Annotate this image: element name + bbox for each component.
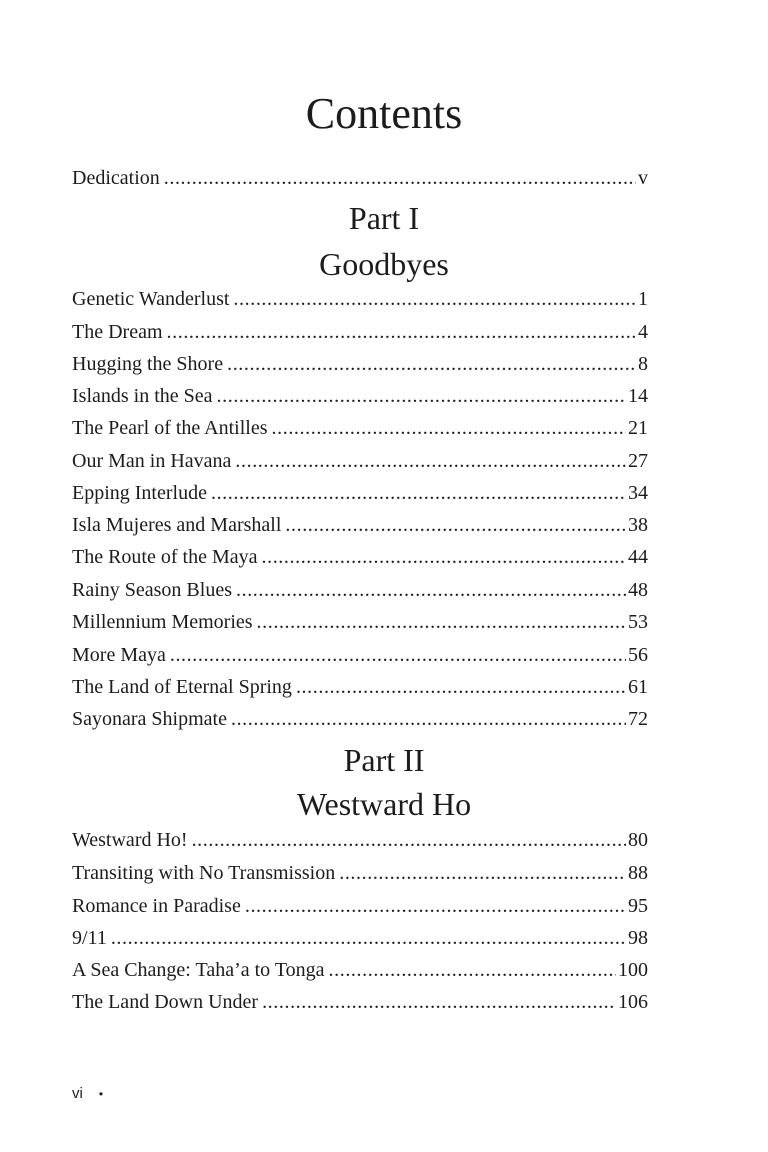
toc-entry-page: 80 (628, 829, 648, 851)
dot-leader (339, 858, 626, 888)
dot-leader (236, 575, 626, 605)
toc-entry-page: 95 (628, 895, 648, 917)
bullet-separator: • (98, 1087, 104, 1101)
toc-entry (72, 284, 648, 314)
toc-entry-label: Epping Interlude (72, 482, 207, 504)
toc-entry (72, 413, 648, 443)
dot-leader (262, 987, 616, 1017)
dot-leader (231, 704, 626, 734)
toc-entry-page: 106 (618, 991, 648, 1013)
toc-entry (72, 891, 648, 921)
toc-entry (72, 704, 648, 734)
toc-entry-page: 61 (628, 676, 648, 698)
toc-entry (72, 542, 648, 572)
toc-entry-page: 34 (628, 482, 648, 504)
toc-entry-page: 4 (638, 321, 648, 343)
toc-entry-page: 48 (628, 579, 648, 601)
dot-leader (285, 510, 626, 540)
dot-leader (170, 640, 626, 670)
toc-entry-page: 56 (628, 644, 648, 666)
toc-entry (72, 317, 648, 347)
dot-leader (233, 284, 636, 314)
dot-leader (167, 317, 636, 347)
toc-entry (72, 825, 648, 855)
toc-entry-page: 8 (638, 353, 648, 375)
toc-entry (72, 858, 648, 888)
toc-entry-label: Westward Ho! (72, 829, 188, 851)
toc-entry-page: 21 (628, 417, 648, 439)
toc-entry-page: 1 (638, 288, 648, 310)
dot-leader (235, 446, 626, 476)
toc-entry-label: Dedication (72, 167, 160, 189)
toc-entry-label: 9/11 (72, 927, 107, 949)
toc-entry-label: Islands in the Sea (72, 385, 213, 407)
toc-entry-label: A Sea Change: Taha’a to Tonga (72, 959, 325, 981)
dot-leader (111, 923, 626, 953)
toc-entry (72, 607, 648, 637)
toc-entry-label: Millennium Memories (72, 611, 253, 633)
dot-leader (262, 542, 627, 572)
toc-entry (72, 446, 648, 476)
toc-entry-page: 53 (628, 611, 648, 633)
toc-entry (72, 672, 648, 702)
toc-entry (72, 478, 648, 508)
dot-leader (272, 413, 626, 443)
toc-entry-page: 38 (628, 514, 648, 536)
toc-entry-page: 14 (628, 385, 648, 407)
part-one-title: Goodbyes (319, 246, 449, 282)
toc-entry-label: Sayonara Shipmate (72, 708, 227, 730)
part-two-title: Westward Ho (296, 786, 472, 822)
dot-leader (296, 672, 626, 702)
part-one-label: Part I (348, 200, 420, 236)
dot-leader (217, 381, 626, 411)
toc-entry (72, 381, 648, 411)
toc-entry-label: Our Man in Havana (72, 450, 232, 472)
toc-entry (72, 955, 648, 985)
toc-entry-page: 88 (628, 862, 648, 884)
page-number: vi (72, 1085, 83, 1102)
toc-entry-page: 44 (628, 546, 648, 568)
toc-entry (72, 575, 648, 605)
page-footer (72, 1084, 103, 1104)
toc-entry-label: Genetic Wanderlust (72, 288, 230, 310)
dot-leader (192, 825, 626, 855)
toc-entry-label: The Dream (72, 321, 163, 343)
toc-entry-label: The Land of Eternal Spring (72, 676, 292, 698)
toc-entry-page: 72 (628, 708, 648, 730)
toc-entry-page: v (638, 167, 648, 189)
toc-entry-label: Romance in Paradise (72, 895, 241, 917)
dot-leader (227, 349, 636, 379)
dot-leader (164, 163, 636, 193)
dot-leader (245, 891, 626, 921)
dot-leader (211, 478, 626, 508)
toc-entry-label: Rainy Season Blues (72, 579, 232, 601)
toc-entry (72, 640, 648, 670)
part-two-label: Part II (343, 742, 425, 778)
toc-entry-page: 100 (618, 959, 648, 981)
toc-entry-label: Isla Mujeres and Marshall (72, 514, 282, 536)
toc-entry (72, 349, 648, 379)
toc-entry-label: The Route of the Maya (72, 546, 258, 568)
toc-entry-label: Transiting with No Transmission (72, 862, 336, 884)
toc-entry-label: More Maya (72, 644, 166, 666)
toc-entry-page: 98 (628, 927, 648, 949)
dot-leader (257, 607, 626, 637)
toc-entry-label: Hugging the Shore (72, 353, 224, 375)
toc-entry-label: The Land Down Under (72, 991, 259, 1013)
page-title: Contents (305, 89, 463, 138)
toc-entry (72, 987, 648, 1017)
toc-entry-label: The Pearl of the Antilles (72, 417, 268, 439)
dot-leader (329, 955, 616, 985)
toc-entry (72, 923, 648, 953)
toc-entry-page: 27 (628, 450, 648, 472)
toc-entry (72, 510, 648, 540)
toc-entry-dedication (72, 163, 648, 193)
